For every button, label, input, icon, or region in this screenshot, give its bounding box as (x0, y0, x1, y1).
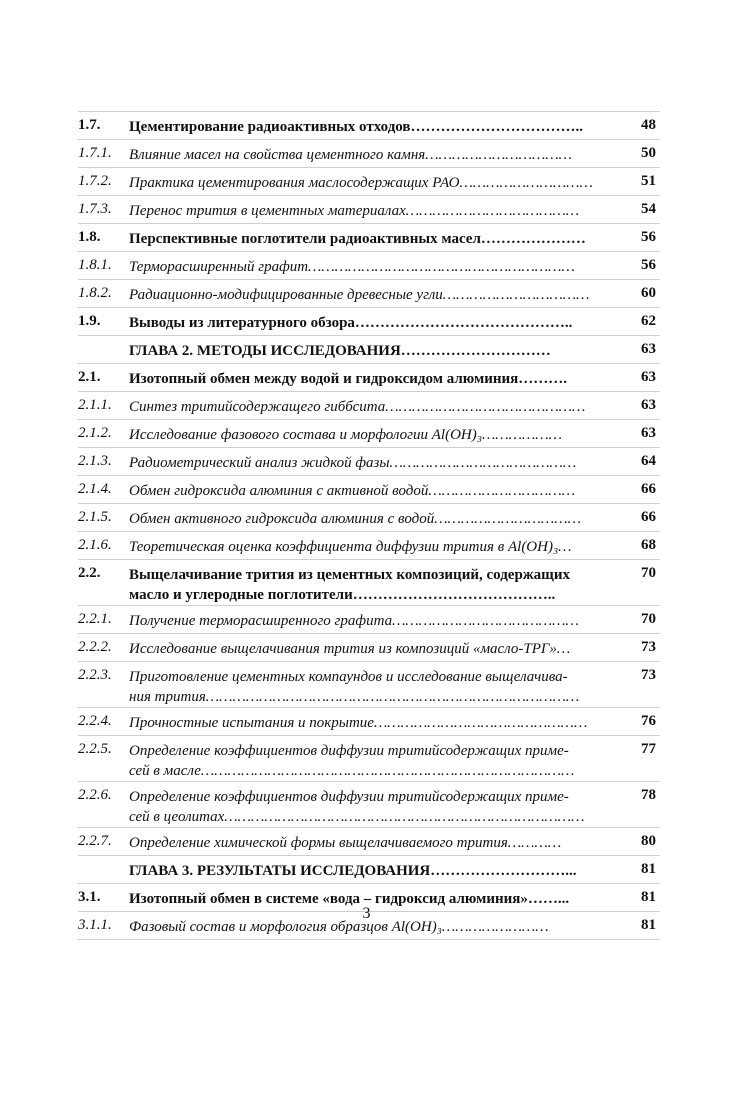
section-title: Изотопный обмен между водой и гидроксидом алюминия………. (129, 371, 568, 387)
section-number: 3.1.1. (78, 917, 112, 933)
toc-row (78, 606, 660, 634)
section-title: Перспективные поглотители радиоактивных масел………………… (129, 231, 586, 247)
section-number: 1.8.2. (78, 285, 112, 301)
page-number: 3 (362, 905, 371, 922)
page-reference: 56 (641, 229, 656, 245)
page-reference: 73 (641, 667, 656, 683)
toc-row (78, 280, 660, 308)
section-number: 2.1.2. (78, 425, 112, 441)
toc-row (78, 560, 660, 606)
section-number: 2.1.3. (78, 453, 112, 469)
toc-row (78, 336, 660, 364)
page-reference: 60 (641, 285, 656, 301)
section-number: 3.1. (78, 889, 101, 905)
section-title: Приготовление цементных компаундов и исследование выщелачива- ния трития………………………………………………………………………… (129, 669, 580, 705)
toc-row (78, 252, 660, 280)
page-reference: 66 (641, 509, 656, 525)
toc-row (78, 828, 660, 856)
toc-row (78, 504, 660, 532)
section-title: Радиационно-модифицированные древесные угли…………………………… (129, 287, 590, 303)
page-reference: 48 (641, 117, 656, 133)
toc-row (78, 364, 660, 392)
section-number: 1.7. (78, 117, 101, 133)
section-number (78, 856, 129, 861)
section-number: 1.9. (78, 313, 101, 329)
page-reference: 81 (641, 889, 656, 905)
section-title: Практика цементирования маслосодержащих РАО………………………… (129, 175, 593, 191)
toc-row (78, 224, 660, 252)
section-title: Исследование выщелачивания трития из композиций «масло-ТРГ»… (129, 641, 571, 657)
page-reference: 78 (641, 787, 656, 803)
section-number: 2.2.2. (78, 639, 112, 655)
page-reference: 63 (641, 341, 656, 357)
page-reference: 63 (641, 369, 656, 385)
section-title: Теоретическая оценка коэффициента диффузии трития в Al(OH)₃… (129, 539, 572, 555)
toc-row (78, 476, 660, 504)
section-number: 2.2.5. (78, 741, 112, 757)
section-title: Фазовый состав и морфология образцов Al(OH)₃…………………… (129, 919, 549, 935)
section-number: 1.7.1. (78, 145, 112, 161)
page-reference: 70 (641, 565, 656, 581)
section-number: 1.8. (78, 229, 101, 245)
page-reference: 62 (641, 313, 656, 329)
chapter-title: ГЛАВА 3. РЕЗУЛЬТАТЫ ИССЛЕДОВАНИЯ………………………... (129, 863, 577, 879)
section-number: 2.2.1. (78, 611, 112, 627)
page-reference: 70 (641, 611, 656, 627)
section-title: Изотопный обмен в системе «вода – гидроксид алюминия»……... (129, 891, 570, 907)
page-reference: 63 (641, 425, 656, 441)
toc-row (78, 308, 660, 336)
section-title: Влияние масел на свойства цементного камня…………………………… (129, 147, 572, 163)
page-reference: 51 (641, 173, 656, 189)
toc-row (78, 662, 660, 708)
page-reference: 81 (641, 861, 656, 877)
section-title: Определение коэффициентов диффузии тритийсодержащих приме- сей в масле………………………………………………………………………… (129, 743, 575, 779)
page-reference: 68 (641, 537, 656, 553)
page-reference: 56 (641, 257, 656, 273)
section-title: Цементирование радиоактивных отходов…………………………….. (129, 119, 584, 135)
section-title: Перенос трития в цементных материалах………………………………… (129, 203, 580, 219)
section-number: 2.1.6. (78, 537, 112, 553)
page-reference: 73 (641, 639, 656, 655)
section-number: 1.7.2. (78, 173, 112, 189)
toc-row (78, 392, 660, 420)
section-number: 2.2.4. (78, 713, 112, 729)
section-number: 1.8.1. (78, 257, 112, 273)
page-reference: 77 (641, 741, 656, 757)
section-title: Терморасширенный графит…………………………………………………… (129, 259, 575, 275)
toc-row (78, 168, 660, 196)
section-number: 2.1.1. (78, 397, 112, 413)
section-title: Синтез тритийсодержащего гиббсита……………………………………… (129, 399, 586, 415)
page-reference: 63 (641, 397, 656, 413)
page-reference: 80 (641, 833, 656, 849)
table-of-contents (78, 111, 660, 940)
section-title: Определение химической формы выщелачиваемого трития………… (129, 835, 562, 851)
toc-row (78, 856, 660, 884)
section-title: Получение терморасширенного графита…………………………………… (129, 613, 579, 629)
section-title: Определение коэффициентов диффузии тритийсодержащих приме- сей в цеолитах……………………………………………………………………… (129, 789, 585, 825)
chapter-title: ГЛАВА 2. МЕТОДЫ ИССЛЕДОВАНИЯ………………………… (129, 343, 551, 359)
toc-row (78, 448, 660, 476)
section-number: 2.2. (78, 565, 101, 581)
toc-row (78, 140, 660, 168)
section-number: 2.1.5. (78, 509, 112, 525)
toc-row (78, 708, 660, 736)
section-number: 2.2.3. (78, 667, 112, 683)
page-reference: 54 (641, 201, 656, 217)
toc-row (78, 420, 660, 448)
toc-row (78, 736, 660, 782)
page-reference: 76 (641, 713, 656, 729)
section-title: Выщелачивание трития из цементных композиций, содержащих масло и углеродные поглотители………………………………….. (129, 567, 570, 603)
section-title: Выводы из литературного обзора…………………………………….. (129, 315, 573, 331)
section-number (78, 336, 129, 341)
section-number: 1.7.3. (78, 201, 112, 217)
toc-row (78, 532, 660, 560)
section-number: 2.1. (78, 369, 101, 385)
section-title: Прочностные испытания и покрытие………………………………………… (129, 715, 588, 731)
section-number: 2.2.6. (78, 787, 112, 803)
section-title: Обмен гидроксида алюминия с активной водой…………………………… (129, 483, 576, 499)
section-title: Радиометрический анализ жидкой фазы…………………………………… (129, 455, 577, 471)
section-number: 2.1.4. (78, 481, 112, 497)
toc-row (78, 196, 660, 224)
toc-row (78, 782, 660, 828)
section-title: Исследование фазового состава и морфологии Al(OH)₃……………… (129, 427, 562, 443)
page-reference: 50 (641, 145, 656, 161)
toc-row (78, 634, 660, 662)
page-reference: 64 (641, 453, 656, 469)
page-reference: 66 (641, 481, 656, 497)
section-title: Обмен активного гидроксида алюминия с водой…………………………… (129, 511, 581, 527)
page-reference: 81 (641, 917, 656, 933)
toc-row (78, 112, 660, 140)
section-number: 2.2.7. (78, 833, 112, 849)
